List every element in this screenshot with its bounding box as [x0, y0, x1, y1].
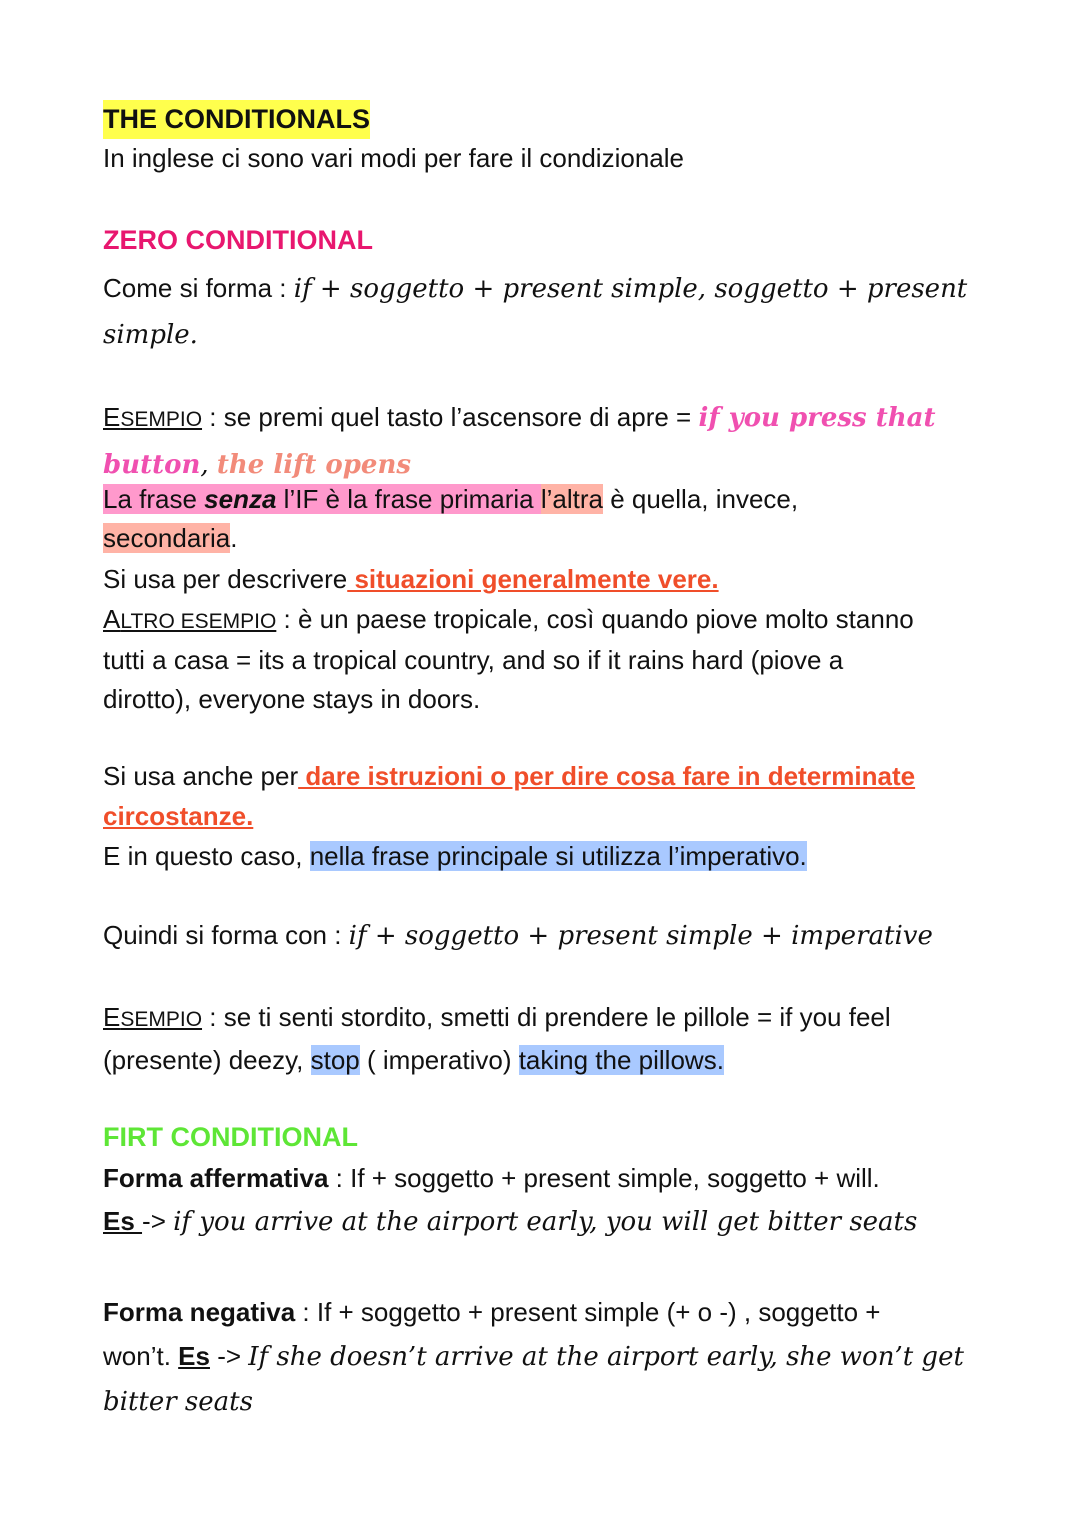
first-conditional-section: FIRT CONDITIONAL Forma affermativa : If + soggetto + present simple, soggetto + will. Es -> if you arrive at the airport early, you will get bitter seats [103, 1118, 917, 1244]
first-conditional-title: FIRT CONDITIONAL [103, 1122, 358, 1152]
primary-secondary-note: La frase senza l’IF è la frase primaria l’altra è quella, invece, secondaria. [103, 484, 799, 553]
zero-conditional-title: ZERO CONDITIONAL [103, 225, 373, 255]
zero-example: ESEMPIO : se premi quel tasto l’ascensore di apre = if you press that button, the lift opens [103, 402, 936, 480]
example-label: ESEMPIO [103, 402, 203, 432]
other-example-label: ALTRO ESEMPIO [103, 604, 277, 634]
usage-general-truths: Si usa per descrivere situazioni generalmente vere. [103, 564, 719, 594]
intro-text: In inglese ci sono vari modi per fare il condizionale [103, 143, 684, 173]
first-negative: Forma negativa : If + soggetto + present simple (+ o -) , soggetto + won’t. Es -> If she doesn’t arrive at the airport early, she won’t get bitter seats [103, 1297, 964, 1417]
zero-example-imperative: ESEMPIO : se ti senti stordito, smetti di prendere le pillole = if you feel (presente) deezy, stop ( imperativo) taking the pillows. [103, 1002, 891, 1075]
zero-form: Come si forma : if + soggetto + present simple, soggetto + present simple. [103, 273, 968, 350]
zero-conditional-section [103, 221, 373, 260]
page-title: THE CONDITIONALS [103, 100, 370, 139]
header-section [103, 100, 684, 178]
zero-form-imperative: Quindi si forma con : if + soggetto + present simple + imperative [103, 920, 933, 951]
usage-instructions: Si usa anche per dare istruzioni o per dire cosa fare in determinate circostanze. E in questo caso, nella frase principale si utilizza l’imperativo. [103, 761, 916, 871]
zero-formula: if + soggetto + present simple, soggetto + present [293, 274, 968, 304]
zero-other-example: ALTRO ESEMPIO : è un paese tropicale, così quando piove molto stanno tutti a casa = its a tropical country, and so if it rains hard (piove a dirotto), everyone stays in doors. [103, 604, 914, 714]
